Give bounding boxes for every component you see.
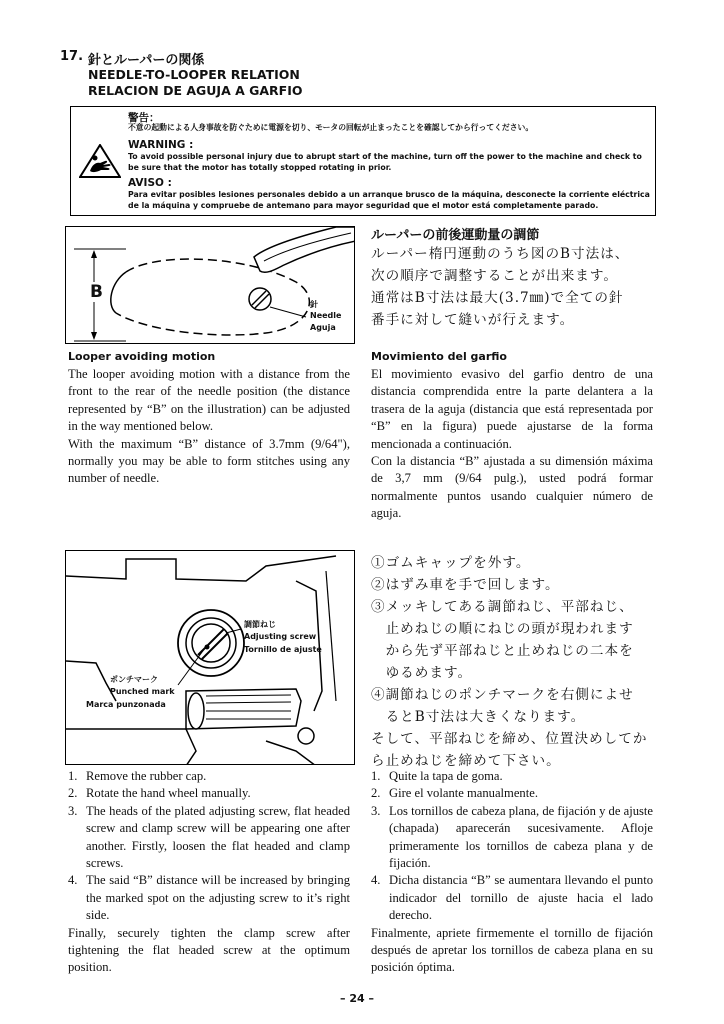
punched-mark-label-es: Marca punzonada [86,700,166,709]
es-final-note: Finalmente, apriete firmemente el tornillo de fijación después de apretar los tornillos de cabeza plana en su posición óptima. [371,925,653,975]
adjusting-screw-figure [65,550,355,765]
jp-section-text [371,243,653,331]
screw-diagram [66,551,355,765]
needle-label-es: Aguja [310,323,336,332]
step-text: Gire el volante manualmente. [389,786,538,801]
looper-motion-figure [65,226,355,344]
warning-text-jp: 不意の起動による人身事故を防ぐために電源を切り、モータの回転が止まったことを確認してから行ってください。 [128,123,534,132]
section-number: 17. [60,49,84,64]
adjusting-screw-label-en: Adjusting screw [244,632,317,641]
punched-mark-label-en: Punched mark [110,687,175,696]
en-steps [68,768,350,977]
en-step [68,785,350,802]
es-steps [371,768,653,977]
warning-text-es: Para evitar posibles lesiones personales debido a un arranque brusco de la máquina, desconecte la corriente eléctrica de la máquina y compruebe de antemano para mayor seguridad que el motor está completamente parado. [128,190,650,210]
step-text: Los tornillos de cabeza plana, de fijación y de ajuste (chapada) aparecerán sucesivamente. Afloje primeramente los tornillos de cabeza plana y de fijación. [389,803,653,871]
jp-step-line: ②はずみ車を手で回します。 [371,577,560,593]
jp-step-line: 止めねじの順にねじの頭が現われます [371,621,634,637]
punched-mark-label-jp: ポンチマーク [110,675,158,684]
jp-line: 通常はB寸法は最大(3.7㎜)で全ての針 [371,290,624,306]
step-number: 3. [68,803,78,818]
jp-line: 次の順序で調整することが出来ます。 [371,268,619,284]
step-text: Remove the rubber cap. [86,769,207,783]
step-text: The said “B” distance will be increased by bringing the marked spot on the adjusting screw to it’s right side. [86,873,350,923]
jp-step-line: そして、平部ねじを締め、位置決めしてか [371,731,648,747]
step-number: 1. [68,769,78,783]
step-text: Rotate the hand wheel manually. [86,786,251,801]
es-step [371,768,653,785]
hand-caution-icon [79,144,121,178]
adjusting-screw-label-jp: 調節ねじ [244,620,276,629]
step-number: 4. [68,873,78,888]
adjusting-screw-label-es: Tornillo de ajuste [244,645,322,654]
step-text: Quite la tapa de goma. [389,769,503,783]
jp-step-line: から先ず平部ねじと止めねじの二本を [371,643,634,659]
en-section-body [68,366,350,488]
jp-step-line: ④調節ねじのポンチマークを右側によせ [371,687,634,703]
warning-text-en: To avoid possible personal injury due to abrupt start of the machine, turn off the power to the machine and check to be sure that the motor has totally stopped rotating in prior. [128,152,642,172]
jp-step-line: るとB寸法は大きくなります。 [371,709,586,725]
es-step [371,785,653,802]
warning-heading-en: WARNING : [128,139,194,151]
needle-label-jp: 針 [310,300,318,309]
page-number: – 24 – [340,992,374,1005]
jp-step-line: ら止めねじを締めて下さい。 [371,753,561,769]
jp-section-heading: ルーパーの前後運動量の調節 [371,228,540,243]
jp-step-line: ゆるめます。 [371,665,473,681]
step-number: 1. [371,769,381,783]
step-text: The heads of the plated adjusting screw, flat headed screw and clamp screw will be appearing one after another. Firstly, loosen the flat headed and clamp screws. [86,803,350,871]
step-number: 3. [371,803,381,818]
es-section-body [371,366,653,523]
jp-line: 番手に対して縫いが行えます。 [371,312,575,328]
en-paragraph: The looper avoiding motion with a distance from the front to the rear of the needle position (the distance represented by “B” on the illustration) can be adjusted in the way mentioned below. [68,367,350,434]
warning-heading-jp: 警告： [128,112,160,124]
es-section-heading: Movimiento del garfio [371,350,507,363]
en-step [68,768,350,785]
jp-steps [371,552,661,772]
step-number: 4. [371,873,381,888]
section-title-en: NEEDLE-TO-LOOPER RELATION [88,67,300,82]
es-step [371,803,653,873]
en-paragraph: With the maximum “B” distance of 3.7mm (9/64"), normally you may be able to form stitches using any number of needle. [68,436,350,486]
en-section-heading: Looper avoiding motion [68,350,216,363]
jp-step-line: ①ゴムキャップを外す。 [371,555,531,571]
jp-line: ルーパー楕円運動のうち図のB寸法は、 [371,246,630,262]
es-step [371,872,653,924]
needle-label-en: Needle [310,311,342,320]
jp-step-line: ③メッキしてある調節ねじ、平部ねじ、 [371,599,634,615]
dimension-b-label: B [90,282,103,302]
warning-heading-es: AVISO : [128,177,172,189]
step-number: 2. [68,786,78,801]
section-title-es: RELACION DE AGUJA A GARFIO [88,83,303,98]
step-text: Dicha distancia “B” se aumentara llevando el punto indicador del tornillo de ajuste hacia el lado derecho. [389,873,653,923]
en-step [68,803,350,873]
section-title-jp: 針とルーパーの関係 [88,53,205,68]
en-final-note: Finally, securely tighten the clamp screw after tightening the flat headed screw at the optimum position. [68,925,350,975]
es-paragraph: El movimiento evasivo del garfio dentro de una distancia comprendida entre la parte delantera a la trasera de la aguja (distancia que está representada por “B” en la figura) puede ajustarse de la forma mencionada a continuación. [371,367,653,451]
step-number: 2. [371,786,381,801]
en-step [68,872,350,924]
es-paragraph: Con la distancia “B” ajustada a su dimensión máxima de 3,7 mm (9/64 pulg.), usted podrá formar normalmente puntos usando cualquier número de aguja. [371,454,653,521]
